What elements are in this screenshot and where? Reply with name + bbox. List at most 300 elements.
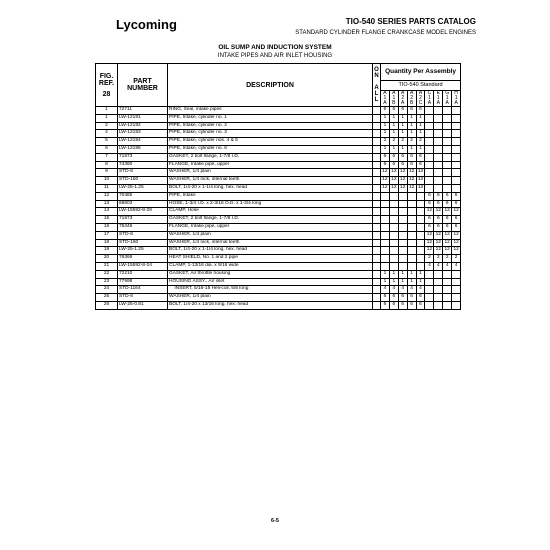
quantity-cell: 2 — [381, 138, 390, 146]
part-number-cell: 70485 — [118, 192, 168, 200]
model-column-header: A 2 A — [398, 91, 407, 107]
catalog-subtitle: STANDARD CYLINDER FLANGE CRANKCASE MODEL ENGINES — [295, 30, 476, 36]
quantity-cell: 12 — [452, 247, 461, 255]
table-row — [96, 130, 461, 138]
quantity-cell — [398, 208, 407, 216]
quantity-cell: 1 — [389, 278, 398, 286]
quantity-cell: 2 — [434, 255, 443, 263]
quantity-cell — [425, 278, 434, 286]
part-label: PART — [133, 78, 152, 85]
quantity-cell — [389, 216, 398, 224]
quantity-cell — [452, 169, 461, 177]
quantity-cell: 6 — [425, 223, 434, 231]
on-all-header: O N A L L — [373, 64, 381, 107]
quantity-cell — [434, 278, 443, 286]
description-cell: GASKET, Air throttle housing — [168, 270, 373, 278]
table-row — [96, 286, 461, 294]
table-row — [96, 208, 461, 216]
quantity-cell — [407, 262, 416, 270]
quantity-cell — [381, 239, 390, 247]
fig-ref-header — [96, 64, 118, 107]
description-cell: GASKET, 2 bolt flange, 1-7/8 I.D. — [168, 153, 373, 161]
description-cell: HEAT SHIELD, No. 1 and 2 pipe — [168, 255, 373, 263]
quantity-cell: 6 — [434, 200, 443, 208]
fig-ref-cell: 11 — [96, 184, 118, 192]
description-cell: WASHER, 1/4 plain — [168, 231, 373, 239]
fig-ref-cell: 24 — [96, 286, 118, 294]
model-column-header: A 1 A — [381, 91, 390, 107]
fig-ref-cell: 26 — [96, 301, 118, 309]
part-number-header — [118, 64, 168, 107]
table-row — [96, 301, 461, 309]
quantity-cell — [389, 208, 398, 216]
quantity-cell — [443, 114, 452, 122]
quantity-cell — [443, 130, 452, 138]
table-row — [96, 262, 461, 270]
model-column-header: A 1 B — [389, 91, 398, 107]
quantity-cell: 6 — [452, 216, 461, 224]
quantity-cell — [452, 177, 461, 185]
quantity-cell: 6 — [434, 216, 443, 224]
quantity-cell: 1 — [398, 130, 407, 138]
fig-ref-cell: 1 — [96, 114, 118, 122]
on-all-cell — [373, 161, 381, 169]
fig-ref-cell: 10 — [96, 177, 118, 185]
quantity-cell: 6 — [416, 294, 425, 302]
quantity-cell — [389, 200, 398, 208]
quantity-cell: 1 — [389, 114, 398, 122]
quantity-cell: 12 — [416, 177, 425, 185]
quantity-cell: 12 — [425, 247, 434, 255]
quantity-cell — [389, 247, 398, 255]
quantity-cell: 1 — [389, 122, 398, 130]
fig-ref-cell: 14 — [96, 208, 118, 216]
quantity-cell — [425, 138, 434, 146]
quantity-cell: 6 — [425, 192, 434, 200]
quantity-cell: 12 — [389, 184, 398, 192]
part-number-cell: LW-25-1.25 — [118, 184, 168, 192]
quantity-cell: 2 — [443, 255, 452, 263]
quantity-cell: 4 — [416, 286, 425, 294]
quantity-cell: 12 — [407, 177, 416, 185]
table-row — [96, 270, 461, 278]
quantity-cell: 6 — [434, 223, 443, 231]
quantity-cell — [434, 130, 443, 138]
quantity-cell — [381, 216, 390, 224]
quantity-cell — [416, 247, 425, 255]
description-cell: GASKET, 2 bolt flange, 1-7/8 I.D. — [168, 216, 373, 224]
part-number-cell: 71873 — [118, 153, 168, 161]
quantity-cell — [407, 231, 416, 239]
quantity-cell — [407, 200, 416, 208]
quantity-cell: 12 — [443, 208, 452, 216]
quantity-cell: 12 — [398, 184, 407, 192]
table-row — [96, 223, 461, 231]
quantity-cell — [416, 200, 425, 208]
description-cell: WASHER, 1/4 lock, internal teeth — [168, 177, 373, 185]
quantity-cell — [443, 145, 452, 153]
quantity-cell — [389, 223, 398, 231]
table-row — [96, 107, 461, 115]
part-number-cell: 71873 — [118, 216, 168, 224]
description-cell: FLANGE, Intake pipe, upper — [168, 223, 373, 231]
on-all-cell — [373, 270, 381, 278]
quantity-cell — [452, 130, 461, 138]
quantity-cell — [443, 138, 452, 146]
quantity-cell — [434, 153, 443, 161]
quantity-cell: 12 — [407, 184, 416, 192]
quantity-cell — [398, 231, 407, 239]
fig-ref-cell: 13 — [96, 200, 118, 208]
description-cell: CLAMP, Hose — [168, 208, 373, 216]
description-cell: PIPE, Intake — [168, 192, 373, 200]
model-column-header: C 1 A — [425, 91, 434, 107]
quantity-cell: 1 — [381, 130, 390, 138]
part-number-cell: LW-15592-8-24 — [118, 262, 168, 270]
quantity-cell — [381, 247, 390, 255]
quantity-cell — [425, 169, 434, 177]
quantity-cell — [434, 138, 443, 146]
quantity-cell: 12 — [398, 169, 407, 177]
quantity-cell: 12 — [389, 177, 398, 185]
description-cell: WASHER, 1/4 plain — [168, 169, 373, 177]
table-row — [96, 192, 461, 200]
quantity-cell — [425, 153, 434, 161]
fig-ref-cell: 6 — [96, 145, 118, 153]
quantity-cell: 12 — [425, 231, 434, 239]
parts-table — [95, 63, 461, 310]
quantity-cell — [434, 294, 443, 302]
quantity-cell: 12 — [434, 247, 443, 255]
table-row — [96, 161, 461, 169]
on-all-cell — [373, 286, 381, 294]
quantity-cell: 6 — [389, 107, 398, 115]
quantity-cell: 12 — [434, 239, 443, 247]
quantity-cell: 1 — [381, 114, 390, 122]
on-all-cell — [373, 223, 381, 231]
quantity-cell — [381, 255, 390, 263]
quantity-cell: 1 — [398, 278, 407, 286]
quantity-cell — [452, 107, 461, 115]
quantity-cell: 2 — [398, 138, 407, 146]
on-all-cell — [373, 239, 381, 247]
quantity-cell: 6 — [398, 107, 407, 115]
quantity-cell — [443, 301, 452, 309]
quantity-per-assembly-header: Quantity Per Assembly — [381, 64, 461, 81]
quantity-cell: 6 — [398, 153, 407, 161]
on-all-cell — [373, 138, 381, 146]
fig-ref-cell: 19 — [96, 247, 118, 255]
on-all-cell — [373, 114, 381, 122]
quantity-cell: 2 — [416, 138, 425, 146]
quantity-cell: 1 — [416, 114, 425, 122]
description-cell: PIPE, Intake, cylinder no. 1 — [168, 114, 373, 122]
part-number-cell: LW-25-1.25 — [118, 247, 168, 255]
quantity-cell — [434, 301, 443, 309]
quantity-cell — [425, 114, 434, 122]
quantity-cell — [425, 270, 434, 278]
quantity-cell — [381, 208, 390, 216]
quantity-cell: 6 — [381, 107, 390, 115]
standard-models-header: TIO-540 Standard — [381, 81, 461, 91]
quantity-cell: 1 — [407, 122, 416, 130]
on-all-cell — [373, 262, 381, 270]
model-column-header: H 1 A — [452, 91, 461, 107]
on-all-cell — [373, 153, 381, 161]
quantity-cell: 1 — [381, 145, 390, 153]
quantity-cell: 4 — [425, 262, 434, 270]
fig-ref-cell: 23 — [96, 278, 118, 286]
part-number-cell: 77998 — [118, 278, 168, 286]
quantity-cell: 12 — [425, 239, 434, 247]
description-cell: WASHER, 1/4 plain — [168, 294, 373, 302]
fig-ref-cell: 21 — [96, 262, 118, 270]
description-cell: CLAMP, 1-13/16 dia. x 9/16 wide — [168, 262, 373, 270]
table-row — [96, 294, 461, 302]
quantity-cell — [381, 200, 390, 208]
fig-ref-cell: 25 — [96, 294, 118, 302]
quantity-cell: 1 — [381, 122, 390, 130]
quantity-cell: 6 — [425, 200, 434, 208]
on-all-cell — [373, 177, 381, 185]
quantity-cell — [434, 177, 443, 185]
quantity-cell: 1 — [389, 145, 398, 153]
table-row — [96, 255, 461, 263]
quantity-cell — [425, 177, 434, 185]
fig-ref-cell: 7 — [96, 153, 118, 161]
quantity-cell: 4 — [443, 262, 452, 270]
table-row — [96, 177, 461, 185]
quantity-cell — [425, 145, 434, 153]
description-cell: BOLT, 1/4-20 x 1-1/4 long, hex. head — [168, 184, 373, 192]
quantity-cell: 4 — [434, 262, 443, 270]
on-all-cell — [373, 169, 381, 177]
table-row — [96, 169, 461, 177]
part-number-cell: LW-15592-8-28 — [118, 208, 168, 216]
quantity-cell — [425, 301, 434, 309]
ref-label: REF. — [98, 79, 115, 87]
part-number-cell: STD-8 — [118, 169, 168, 177]
quantity-cell — [389, 192, 398, 200]
quantity-cell — [389, 231, 398, 239]
quantity-cell: 6 — [416, 161, 425, 169]
part-number-cell: 74360 — [118, 161, 168, 169]
quantity-cell — [425, 122, 434, 130]
description-cell: PIPE, Intake, cylinder no. 6 — [168, 145, 373, 153]
quantity-cell: 6 — [425, 216, 434, 224]
quantity-cell: 12 — [389, 169, 398, 177]
quantity-cell — [398, 223, 407, 231]
description-cell: WASHER, 1/4 lock, internal teeth — [168, 239, 373, 247]
quantity-cell: 6 — [389, 161, 398, 169]
quantity-cell: 4 — [381, 286, 390, 294]
quantity-cell: 6 — [452, 200, 461, 208]
quantity-cell — [434, 161, 443, 169]
table-row — [96, 239, 461, 247]
quantity-cell — [452, 270, 461, 278]
quantity-cell — [398, 216, 407, 224]
quantity-cell — [434, 107, 443, 115]
quantity-cell — [452, 286, 461, 294]
table-row — [96, 278, 461, 286]
table-row — [96, 122, 461, 130]
quantity-cell: 12 — [452, 239, 461, 247]
quantity-cell: 12 — [425, 208, 434, 216]
section-title: OIL SUMP AND INDUCTION SYSTEM — [218, 44, 332, 51]
model-column-header: E 1 A — [434, 91, 443, 107]
quantity-cell — [398, 192, 407, 200]
quantity-cell — [416, 239, 425, 247]
quantity-cell: 12 — [381, 177, 390, 185]
quantity-cell: 12 — [452, 208, 461, 216]
quantity-cell: 1 — [389, 130, 398, 138]
description-cell: BOLT, 1/4-20 x 13/16 long, hex. head — [168, 301, 373, 309]
quantity-cell — [381, 262, 390, 270]
quantity-cell: 12 — [407, 169, 416, 177]
part-number-cell: LW-12194 — [118, 138, 168, 146]
quantity-cell: 12 — [443, 231, 452, 239]
quantity-cell: 6 — [416, 107, 425, 115]
part-number-cell: STD-160 — [118, 239, 168, 247]
quantity-cell — [452, 122, 461, 130]
quantity-cell — [425, 107, 434, 115]
description-cell: PIPE, Intake, cylinder no. 3 — [168, 130, 373, 138]
quantity-cell: 12 — [416, 169, 425, 177]
fig-ref-cell: 16 — [96, 223, 118, 231]
quantity-cell: 1 — [407, 145, 416, 153]
part-number-cell: STD-160 — [118, 177, 168, 185]
quantity-cell: 1 — [381, 278, 390, 286]
quantity-cell — [434, 145, 443, 153]
quantity-cell: 6 — [407, 294, 416, 302]
quantity-cell: 4 — [389, 286, 398, 294]
description-cell: HOUSING ASSY., Air inlet — [168, 278, 373, 286]
part-number-cell: 72711 — [118, 107, 168, 115]
catalog-title: TIO-540 SERIES PARTS CATALOG — [345, 17, 476, 26]
quantity-cell: 12 — [434, 231, 443, 239]
quantity-cell: 1 — [407, 270, 416, 278]
number-label: NUMBER — [127, 85, 158, 92]
description-cell: PIPE, Intake, cylinder no. 2 — [168, 122, 373, 130]
table-row — [96, 200, 461, 208]
part-number-cell: 72210 — [118, 270, 168, 278]
fig-ref-cell: 18 — [96, 239, 118, 247]
table-row — [96, 145, 461, 153]
on-all-cell — [373, 122, 381, 130]
quantity-cell — [407, 239, 416, 247]
quantity-cell: 6 — [389, 301, 398, 309]
quantity-cell — [416, 255, 425, 263]
quantity-cell: 2 — [452, 255, 461, 263]
table-row — [96, 153, 461, 161]
quantity-cell — [443, 161, 452, 169]
on-all-cell — [373, 130, 381, 138]
quantity-cell — [434, 286, 443, 294]
quantity-cell — [443, 270, 452, 278]
quantity-cell: 1 — [416, 122, 425, 130]
table-row — [96, 114, 461, 122]
quantity-cell — [398, 200, 407, 208]
quantity-cell: 1 — [398, 270, 407, 278]
fig-ref-cell: 20 — [96, 255, 118, 263]
fig-ref-cell: 5 — [96, 138, 118, 146]
quantity-cell — [398, 262, 407, 270]
quantity-cell: 1 — [398, 122, 407, 130]
quantity-cell — [407, 255, 416, 263]
quantity-cell: 6 — [407, 107, 416, 115]
fig-ref-cell: 17 — [96, 231, 118, 239]
on-all-cell — [373, 192, 381, 200]
quantity-cell — [452, 138, 461, 146]
quantity-cell — [452, 145, 461, 153]
quantity-cell: 6 — [381, 161, 390, 169]
quantity-cell — [443, 278, 452, 286]
table-row — [96, 247, 461, 255]
quantity-cell: 6 — [452, 192, 461, 200]
quantity-cell: 1 — [416, 278, 425, 286]
quantity-cell: 1 — [407, 130, 416, 138]
quantity-cell — [407, 247, 416, 255]
quantity-cell: 12 — [398, 177, 407, 185]
description-header: DESCRIPTION — [168, 64, 373, 107]
fig-ref-cell: 15 — [96, 216, 118, 224]
on-all-cell — [373, 255, 381, 263]
quantity-cell: 6 — [416, 301, 425, 309]
quantity-cell: 6 — [381, 153, 390, 161]
quantity-cell: 6 — [398, 161, 407, 169]
on-all-cell — [373, 145, 381, 153]
quantity-cell: 6 — [443, 216, 452, 224]
quantity-cell: 1 — [407, 278, 416, 286]
description-cell: RING, Seal, intake pipes — [168, 107, 373, 115]
quantity-cell: 6 — [389, 153, 398, 161]
description-cell: PIPE, Intake, cylinder nos. 4 & 5 — [168, 138, 373, 146]
quantity-cell — [381, 223, 390, 231]
quantity-cell: 12 — [452, 231, 461, 239]
part-number-cell: LW-12195 — [118, 145, 168, 153]
quantity-cell: 12 — [416, 184, 425, 192]
part-number-cell: LW-12192 — [118, 122, 168, 130]
on-all-cell — [373, 107, 381, 115]
quantity-cell — [381, 231, 390, 239]
quantity-cell — [452, 114, 461, 122]
quantity-cell: 6 — [416, 153, 425, 161]
quantity-cell — [407, 216, 416, 224]
model-column-header: A 2 C — [416, 91, 425, 107]
quantity-cell: 12 — [381, 184, 390, 192]
quantity-cell — [416, 223, 425, 231]
quantity-cell — [452, 278, 461, 286]
quantity-cell: 1 — [416, 145, 425, 153]
quantity-cell: 6 — [434, 192, 443, 200]
quantity-cell — [434, 122, 443, 130]
part-number-cell: STD-1164 — [118, 286, 168, 294]
fig-label: FIG. — [99, 72, 114, 80]
quantity-cell — [407, 192, 416, 200]
model-column-header: A 2 B — [407, 91, 416, 107]
quantity-cell — [416, 262, 425, 270]
fig-ref-cell: 2 — [96, 122, 118, 130]
on-all-cell — [373, 247, 381, 255]
quantity-cell: 2 — [425, 255, 434, 263]
section-subtitle: INTAKE PIPES AND AIR INLET HOUSING — [217, 53, 333, 59]
figure-number: 28 — [102, 90, 111, 98]
quantity-cell — [443, 177, 452, 185]
fig-ref-cell: 12 — [96, 192, 118, 200]
quantity-cell — [398, 239, 407, 247]
quantity-cell — [452, 184, 461, 192]
description-cell: FLANGE, Intake pipe, upper — [168, 161, 373, 169]
